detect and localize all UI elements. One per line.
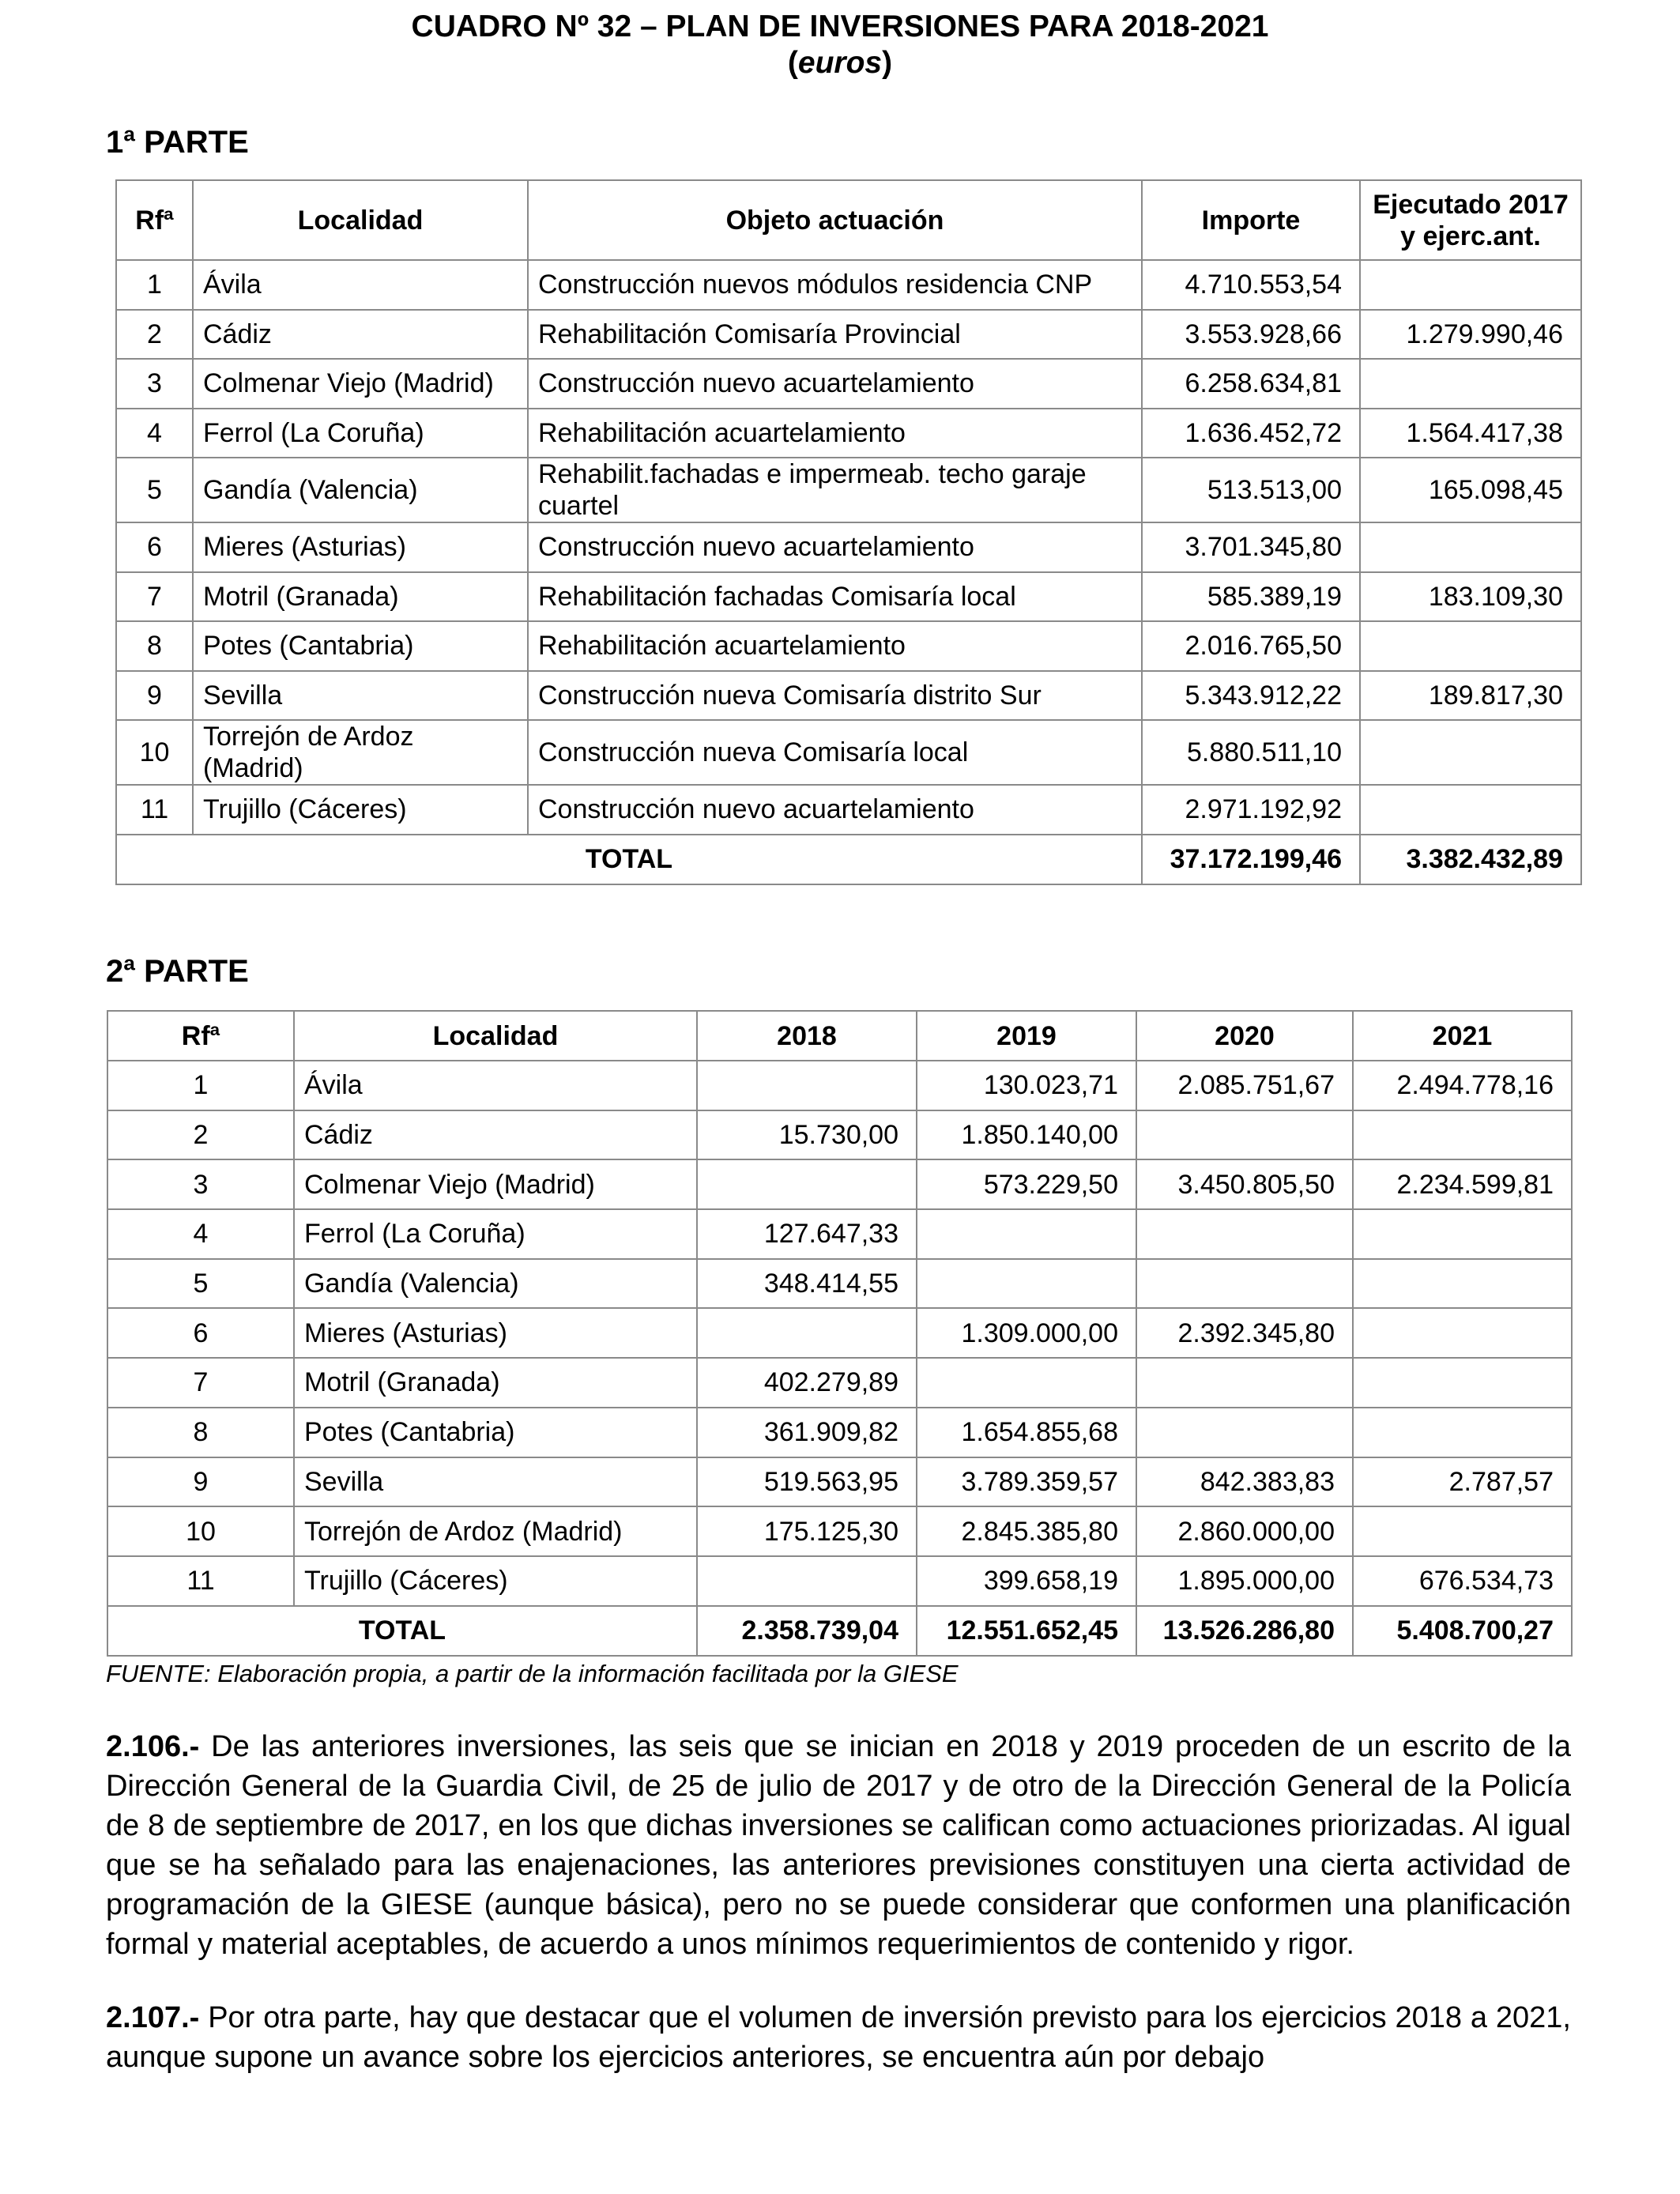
table-row	[107, 1457, 1572, 1507]
cell-localidad: Trujillo (Cáceres)	[294, 1556, 697, 1606]
cell-2021: 676.534,73	[1353, 1556, 1572, 1606]
cell-localidad: Torrejón de Ardoz (Madrid)	[193, 720, 528, 785]
table-row	[116, 458, 1581, 522]
table-row	[107, 1259, 1572, 1309]
cell-localidad: Torrejón de Ardoz (Madrid)	[294, 1506, 697, 1556]
table-row	[116, 785, 1581, 835]
cell-localidad: Potes (Cantabria)	[294, 1408, 697, 1457]
cell-ref: 9	[107, 1457, 294, 1507]
cell-objeto: Rehabilitación acuartelamiento	[528, 409, 1142, 458]
page-subtitle: (euros)	[787, 46, 893, 80]
cell-ejecutado: 1.564.417,38	[1360, 409, 1581, 458]
cell-2020: 3.450.805,50	[1136, 1159, 1353, 1209]
cell-localidad: Ferrol (La Coruña)	[193, 409, 528, 458]
cell-2018	[697, 1308, 917, 1358]
table-row	[116, 359, 1581, 409]
cell-importe: 2.971.192,92	[1142, 785, 1360, 835]
cell-2020	[1136, 1408, 1353, 1457]
cell-ref: 7	[116, 572, 193, 622]
cell-2018	[697, 1061, 917, 1110]
cell-ref: 11	[116, 785, 193, 835]
col-header-localidad: Localidad	[193, 180, 528, 260]
col-header-ejecutado: Ejecutado 2017 y ejerc.ant.	[1360, 180, 1581, 260]
cell-ejecutado	[1360, 260, 1581, 310]
cell-objeto: Construcción nueva Comisaría distrito Sur	[528, 671, 1142, 721]
cell-importe: 513.513,00	[1142, 458, 1360, 522]
cell-localidad: Colmenar Viejo (Madrid)	[193, 359, 528, 409]
table-row	[107, 1556, 1572, 1606]
col-header-2018: 2018	[697, 1011, 917, 1061]
cell-localidad: Ferrol (La Coruña)	[294, 1209, 697, 1259]
cell-ref: 3	[116, 359, 193, 409]
table-row	[107, 1308, 1572, 1358]
table-header-row	[116, 180, 1581, 260]
total-2020: 13.526.286,80	[1136, 1606, 1353, 1656]
cell-2018	[697, 1159, 917, 1209]
investments-table-part2	[107, 1010, 1573, 1657]
cell-2019	[917, 1209, 1136, 1259]
cell-ref: 8	[116, 621, 193, 671]
cell-ref: 2	[107, 1110, 294, 1160]
cell-2021	[1353, 1259, 1572, 1309]
cell-ref: 11	[107, 1556, 294, 1606]
table-row	[116, 310, 1581, 360]
cell-2019: 1.309.000,00	[917, 1308, 1136, 1358]
cell-ref: 5	[107, 1259, 294, 1309]
col-header-2021: 2021	[1353, 1011, 1572, 1061]
cell-ref: 1	[107, 1061, 294, 1110]
cell-2018: 402.279,89	[697, 1358, 917, 1408]
cell-ref: 6	[107, 1308, 294, 1358]
paragraph-number: 2.107.-	[106, 2001, 200, 2034]
table-row	[116, 522, 1581, 572]
cell-ref: 8	[107, 1408, 294, 1457]
cell-ref: 7	[107, 1358, 294, 1408]
cell-localidad: Mieres (Asturias)	[193, 522, 528, 572]
cell-2019: 2.845.385,80	[917, 1506, 1136, 1556]
cell-ejecutado	[1360, 621, 1581, 671]
cell-ejecutado: 165.098,45	[1360, 458, 1581, 522]
paragraph-text: Por otra parte, hay que destacar que el volumen de inversión previsto para los ejercicios 2018 a 2021, aunque supone un avance sobre los ejercicios anteriores, se encuentra aún por debajo	[106, 2001, 1571, 2074]
cell-ref: 5	[116, 458, 193, 522]
col-header-localidad: Localidad	[294, 1011, 697, 1061]
cell-ref: 3	[107, 1159, 294, 1209]
cell-2019	[917, 1358, 1136, 1408]
total-2019: 12.551.652,45	[917, 1606, 1136, 1656]
cell-objeto: Construcción nuevos módulos residencia CNP	[528, 260, 1142, 310]
col-header-objeto: Objeto actuación	[528, 180, 1142, 260]
subtitle-text: euros	[797, 46, 883, 80]
cell-ejecutado: 189.817,30	[1360, 671, 1581, 721]
cell-2020: 2.392.345,80	[1136, 1308, 1353, 1358]
cell-2020: 1.895.000,00	[1136, 1556, 1353, 1606]
cell-2019: 399.658,19	[917, 1556, 1136, 1606]
cell-localidad: Colmenar Viejo (Madrid)	[294, 1159, 697, 1209]
cell-localidad: Ávila	[193, 260, 528, 310]
cell-localidad: Potes (Cantabria)	[193, 621, 528, 671]
total-row	[116, 835, 1581, 884]
part2-heading: 2ª PARTE	[106, 954, 249, 989]
total-2021: 5.408.700,27	[1353, 1606, 1572, 1656]
cell-2019: 1.654.855,68	[917, 1408, 1136, 1457]
cell-importe: 2.016.765,50	[1142, 621, 1360, 671]
table-row	[116, 409, 1581, 458]
cell-2021	[1353, 1110, 1572, 1160]
investments-table-part1	[115, 179, 1582, 885]
table-row	[116, 572, 1581, 622]
cell-2021	[1353, 1358, 1572, 1408]
cell-2019: 1.850.140,00	[917, 1110, 1136, 1160]
cell-ejecutado	[1360, 785, 1581, 835]
cell-2020	[1136, 1259, 1353, 1309]
source-note: FUENTE: Elaboración propia, a partir de la información facilitada por la GIESE	[106, 1660, 959, 1687]
cell-ref: 9	[116, 671, 193, 721]
cell-localidad: Gandía (Valencia)	[294, 1259, 697, 1309]
total-label: TOTAL	[107, 1606, 697, 1656]
table-row	[116, 260, 1581, 310]
cell-localidad: Sevilla	[193, 671, 528, 721]
cell-ref: 10	[116, 720, 193, 785]
table-row	[107, 1358, 1572, 1408]
total-label: TOTAL	[116, 835, 1142, 884]
col-header-ref: Rfª	[116, 180, 193, 260]
cell-2020: 842.383,83	[1136, 1457, 1353, 1507]
cell-2020	[1136, 1209, 1353, 1259]
cell-importe: 585.389,19	[1142, 572, 1360, 622]
col-header-2020: 2020	[1136, 1011, 1353, 1061]
cell-ejecutado	[1360, 522, 1581, 572]
cell-2019: 573.229,50	[917, 1159, 1136, 1209]
cell-objeto: Rehabilit.fachadas e impermeab. techo garaje cuartel	[528, 458, 1142, 522]
cell-objeto: Construcción nuevo acuartelamiento	[528, 359, 1142, 409]
cell-2021: 2.787,57	[1353, 1457, 1572, 1507]
cell-2021: 2.234.599,81	[1353, 1159, 1572, 1209]
cell-2018: 519.563,95	[697, 1457, 917, 1507]
total-row	[107, 1606, 1572, 1656]
cell-objeto: Rehabilitación Comisaría Provincial	[528, 310, 1142, 360]
table-row	[116, 720, 1581, 785]
table-row	[107, 1506, 1572, 1556]
table-row	[107, 1110, 1572, 1160]
cell-localidad: Mieres (Asturias)	[294, 1308, 697, 1358]
cell-localidad: Motril (Granada)	[294, 1358, 697, 1408]
cell-importe: 5.343.912,22	[1142, 671, 1360, 721]
cell-ref: 4	[107, 1209, 294, 1259]
cell-objeto: Rehabilitación fachadas Comisaría local	[528, 572, 1142, 622]
cell-2018: 127.647,33	[697, 1209, 917, 1259]
cell-2020	[1136, 1358, 1353, 1408]
paragraph-2-107	[106, 1998, 1571, 2077]
cell-localidad: Trujillo (Cáceres)	[193, 785, 528, 835]
cell-importe: 4.710.553,54	[1142, 260, 1360, 310]
cell-objeto: Construcción nuevo acuartelamiento	[528, 522, 1142, 572]
paragraph-text: De las anteriores inversiones, las seis que se inician en 2018 y 2019 proceden de un escrito de la Dirección General de la Guardia Civil, de 25 de julio de 2017 y de otro de la Dirección General de la Policía de 8 de septiembre de 2017, en los que dichas inversiones se califican como actuaciones priorizadas. Al igual que se ha señalado para las enajenaciones, las anteriores previsiones constituyen una cierta actividad de programación de la GIESE (aunque básica), pero no se puede considerar que conformen una planificación formal y material aceptables, de acuerdo a unos mínimos requerimientos de contenido y rigor.	[106, 1730, 1571, 1961]
cell-localidad: Motril (Granada)	[193, 572, 528, 622]
cell-2019: 130.023,71	[917, 1061, 1136, 1110]
col-header-importe: Importe	[1142, 180, 1360, 260]
cell-ejecutado: 1.279.990,46	[1360, 310, 1581, 360]
cell-2018: 348.414,55	[697, 1259, 917, 1309]
table-row	[116, 621, 1581, 671]
table-row	[116, 671, 1581, 721]
cell-2020	[1136, 1110, 1353, 1160]
cell-2021	[1353, 1506, 1572, 1556]
cell-2019: 3.789.359,57	[917, 1457, 1136, 1507]
cell-importe: 3.701.345,80	[1142, 522, 1360, 572]
total-2018: 2.358.739,04	[697, 1606, 917, 1656]
col-header-2019: 2019	[917, 1011, 1136, 1061]
paragraph-number: 2.106.-	[106, 1730, 200, 1763]
table-row	[107, 1408, 1572, 1457]
cell-ref: 6	[116, 522, 193, 572]
cell-localidad: Sevilla	[294, 1457, 697, 1507]
col-header-ref: Rfª	[107, 1011, 294, 1061]
cell-localidad: Gandía (Valencia)	[193, 458, 528, 522]
table-row	[107, 1209, 1572, 1259]
cell-2021	[1353, 1408, 1572, 1457]
cell-objeto: Construcción nueva Comisaría local	[528, 720, 1142, 785]
cell-importe: 5.880.511,10	[1142, 720, 1360, 785]
cell-2018	[697, 1556, 917, 1606]
paragraph-2-106	[106, 1727, 1571, 1964]
cell-ref: 4	[116, 409, 193, 458]
table-row	[107, 1061, 1572, 1110]
total-ejecutado: 3.382.432,89	[1360, 835, 1581, 884]
table-row	[107, 1159, 1572, 1209]
cell-2018: 175.125,30	[697, 1506, 917, 1556]
cell-importe: 6.258.634,81	[1142, 359, 1360, 409]
cell-2018: 361.909,82	[697, 1408, 917, 1457]
cell-2019	[917, 1259, 1136, 1309]
total-importe: 37.172.199,46	[1142, 835, 1360, 884]
cell-localidad: Cádiz	[193, 310, 528, 360]
cell-2021: 2.494.778,16	[1353, 1061, 1572, 1110]
cell-2021	[1353, 1209, 1572, 1259]
cell-objeto: Construcción nuevo acuartelamiento	[528, 785, 1142, 835]
cell-localidad: Cádiz	[294, 1110, 697, 1160]
cell-2020: 2.085.751,67	[1136, 1061, 1353, 1110]
part1-heading: 1ª PARTE	[106, 125, 249, 160]
table-header-row	[107, 1011, 1572, 1061]
cell-objeto: Rehabilitación acuartelamiento	[528, 621, 1142, 671]
cell-ref: 10	[107, 1506, 294, 1556]
cell-localidad: Ávila	[294, 1061, 697, 1110]
cell-ejecutado: 183.109,30	[1360, 572, 1581, 622]
cell-2020: 2.860.000,00	[1136, 1506, 1353, 1556]
cell-2021	[1353, 1308, 1572, 1358]
cell-ref: 2	[116, 310, 193, 360]
page-title: CUADRO Nº 32 – PLAN DE INVERSIONES PARA 2018-2021	[411, 9, 1269, 43]
cell-2018: 15.730,00	[697, 1110, 917, 1160]
cell-ejecutado	[1360, 720, 1581, 785]
cell-ref: 1	[116, 260, 193, 310]
cell-ejecutado	[1360, 359, 1581, 409]
cell-importe: 1.636.452,72	[1142, 409, 1360, 458]
cell-importe: 3.553.928,66	[1142, 310, 1360, 360]
